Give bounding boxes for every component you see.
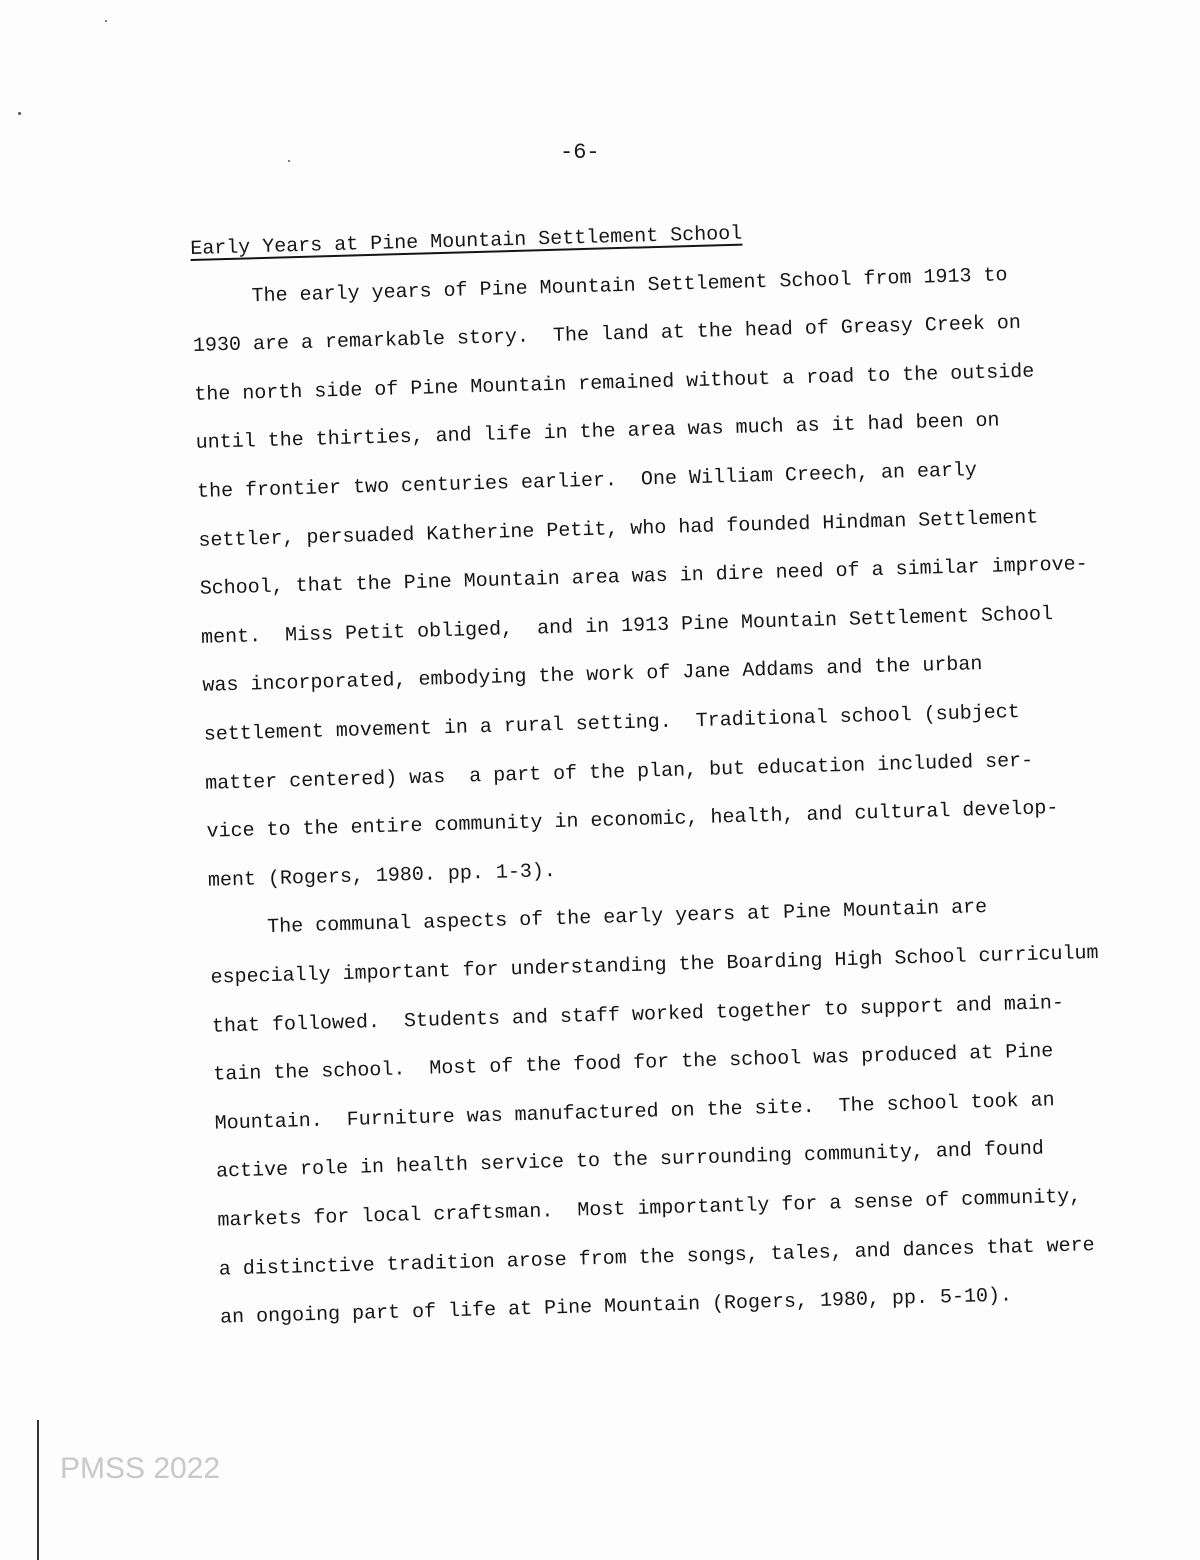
watermark: PMSS 2022 (60, 1452, 221, 1485)
text-line: markets for local craftsman. Most importantly for a sense of community, (217, 1185, 1082, 1233)
text-line: that followed. Students and staff worked together to support and main- (211, 991, 1065, 1039)
text-line: the frontier two centuries earlier. One William Creech, an early (196, 459, 978, 504)
scan-speck (105, 20, 107, 22)
text-line: Mountain. Furniture was manufactured on the site. The school took an (214, 1088, 1055, 1136)
text-line: The early years of Pine Mountain Settlement School from 1913 to (251, 263, 1008, 308)
scan-edge-line (37, 1420, 39, 1560)
text-line: matter centered) was a part of the plan, but education included ser- (204, 749, 1034, 796)
text-line: The communal aspects of the early years at Pine Mountain are (266, 896, 988, 940)
text-line: settlement movement in a rural setting. Traditional school (subject (203, 701, 1021, 747)
scan-speck (18, 112, 21, 115)
page-number: -6- (560, 140, 600, 165)
text-line: the north side of Pine Mountain remained without a road to the outside (194, 360, 1035, 407)
text-line: was incorporated, embodying the work of Jane Addams and the urban (202, 653, 983, 699)
text-line: ment (Rogers, 1980. pp. 1-3). (207, 859, 557, 893)
text-line: an ongoing part of life at Pine Mountain (Rogers, 1980, pp. 5-10). (219, 1284, 1013, 1330)
text-line: vice to the entire community in economic, health, and cultural develop- (206, 797, 1059, 844)
text-line: especially important for understanding the Boarding High School curriculum (210, 941, 1099, 990)
text-line: tain the school. Most of the food for the school was produced at Pine (213, 1040, 1054, 1087)
text-line: settler, persuaded Katherine Petit, who had founded Hindman Settlement (198, 506, 1039, 553)
text-line: a distinctive tradition arose from the songs, tales, and dances that were (218, 1233, 1095, 1282)
document-body (190, 211, 1182, 1387)
scan-speck (288, 160, 290, 162)
text-line: ment. Miss Petit obliged, and in 1913 Pine Mountain Settlement School (200, 602, 1054, 650)
text-line: until the thirties, and life in the area was much as it had been on (195, 409, 1000, 456)
section-title: Early Years at Pine Mountain Settlement School (190, 222, 743, 261)
text-line: 1930 are a remarkable story. The land at the head of Greasy Creek on (192, 312, 1022, 359)
text-line: active role in health service to the surrounding community, and found (215, 1137, 1045, 1185)
text-line: School, that the Pine Mountain area was in dire need of a similar improve- (199, 553, 1088, 602)
